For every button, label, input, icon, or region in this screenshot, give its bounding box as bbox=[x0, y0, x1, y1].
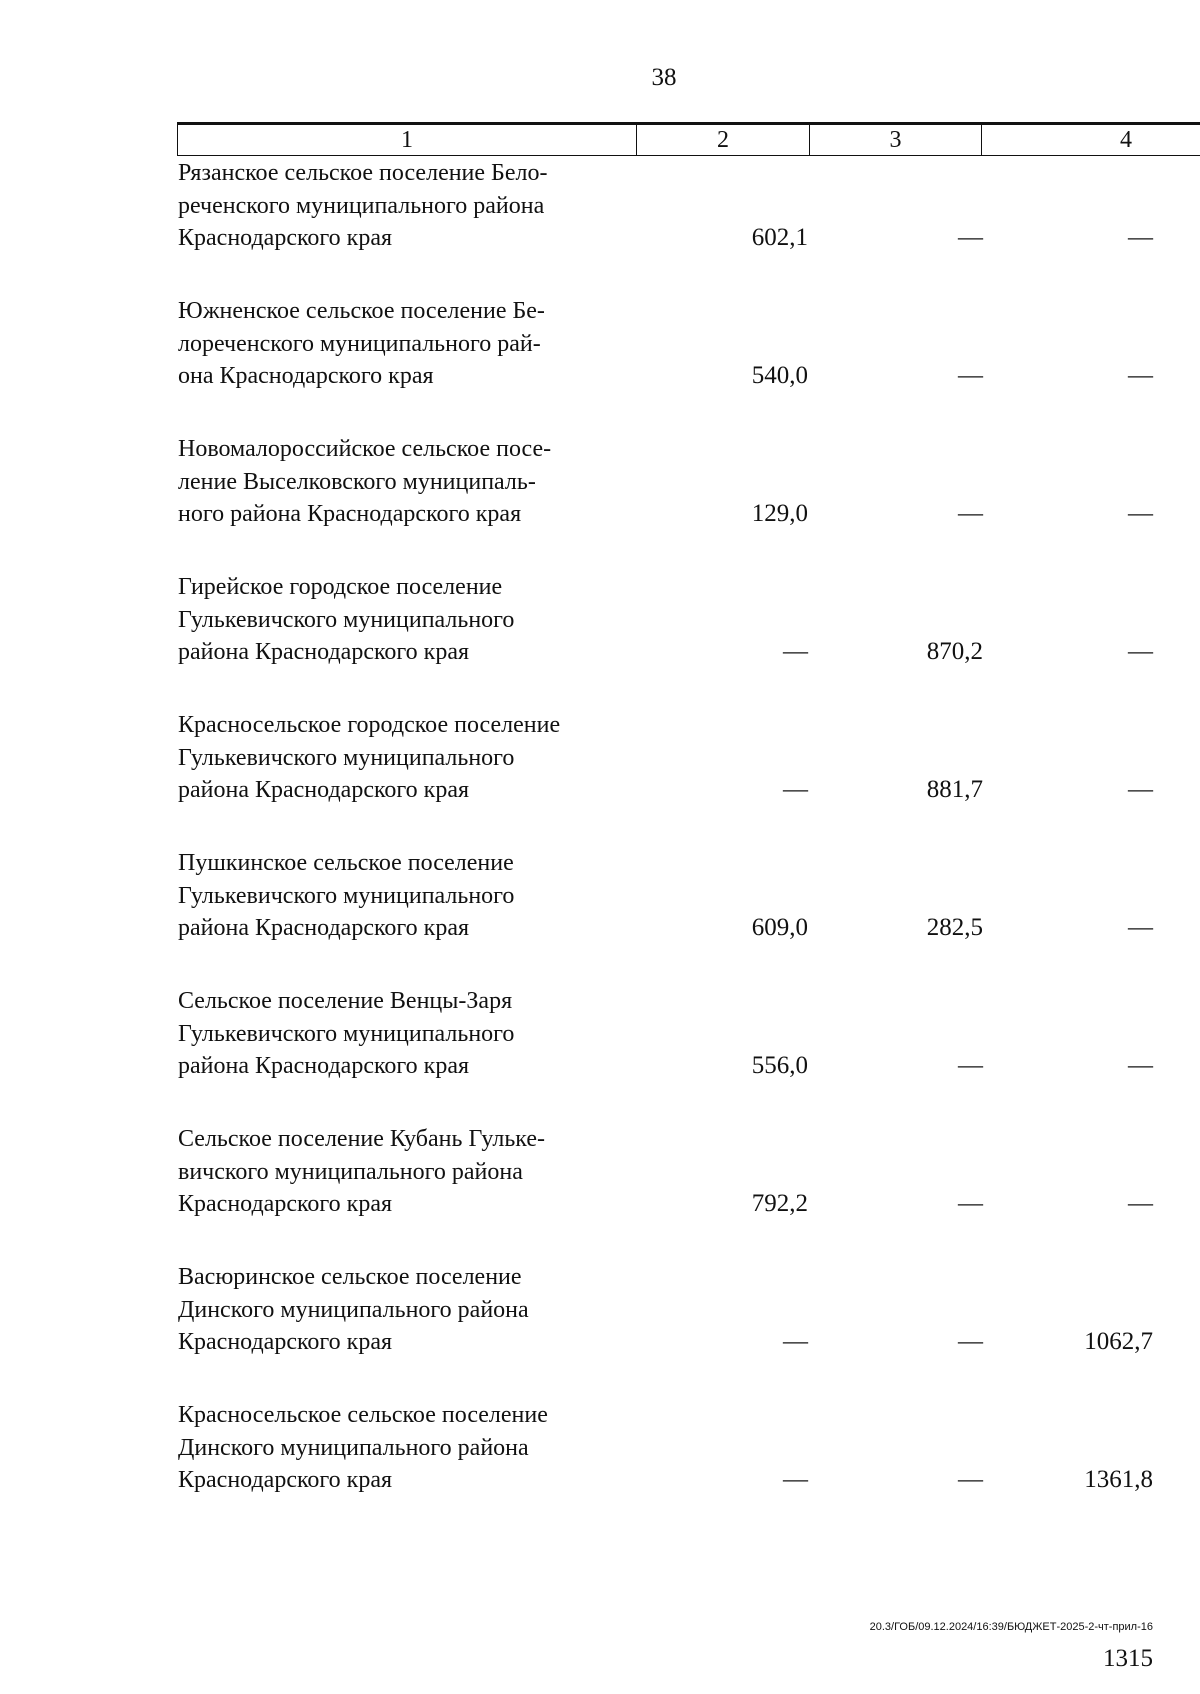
settlement-name-line: Динского муниципального района bbox=[178, 1296, 529, 1323]
settlement-name bbox=[178, 1399, 648, 1497]
settlement-name bbox=[178, 433, 648, 531]
settlement-name bbox=[178, 295, 648, 393]
table-row bbox=[0, 433, 1200, 571]
table-row bbox=[0, 847, 1200, 985]
settlement-name-line: Краснодарского края bbox=[178, 1329, 393, 1355]
settlement-name bbox=[178, 571, 648, 669]
settlement-name-line: лореченского муниципального рай- bbox=[178, 330, 541, 357]
settlement-name-line: Гулькевичского муниципального bbox=[178, 1020, 515, 1047]
table-header bbox=[177, 122, 1200, 156]
settlement-name-line: района Краснодарского края bbox=[178, 915, 470, 941]
settlement-name-line: Пушкинское сельское поселение bbox=[178, 850, 514, 876]
settlement-name-line: района Краснодарского края bbox=[178, 639, 470, 665]
table-row bbox=[0, 709, 1200, 847]
settlement-name bbox=[178, 1123, 648, 1221]
settlement-name-line: Красносельское сельское поселение bbox=[178, 1402, 548, 1428]
settlement-name-line: вичского муниципального района bbox=[178, 1158, 523, 1185]
settlement-name-line: ление Выселковского муниципаль- bbox=[178, 468, 536, 495]
value-col-4: — bbox=[1128, 914, 1153, 941]
settlement-name-line: Краснодарского края bbox=[178, 225, 393, 251]
value-col-2: 609,0 bbox=[751, 914, 808, 941]
page-number: 38 bbox=[651, 64, 677, 91]
table-row bbox=[0, 571, 1200, 709]
settlement-name-line: района Краснодарского края bbox=[178, 777, 470, 803]
settlement-name-line: Васюринское сельское поселение bbox=[178, 1264, 522, 1290]
settlement-name-line: Рязанское сельское поселение Бело- bbox=[178, 160, 548, 186]
settlement-name-line: Новомалороссийское сельское посе- bbox=[178, 436, 552, 462]
table-row bbox=[0, 1399, 1200, 1537]
value-col-2: — bbox=[783, 1466, 808, 1493]
settlement-name-line: Гулькевичского муниципального bbox=[178, 606, 515, 633]
value-col-3: — bbox=[958, 1190, 983, 1217]
value-col-3: — bbox=[958, 1328, 983, 1355]
document-registration-code: 20.3/ГОБ/09.12.2024/16:39/БЮДЖЕТ-2025-2-чт-прил-16 bbox=[869, 1621, 1153, 1633]
value-col-2: 792,2 bbox=[751, 1190, 808, 1217]
value-col-4: — bbox=[1128, 362, 1153, 389]
value-col-2: — bbox=[783, 776, 808, 803]
settlement-name-line: района Краснодарского края bbox=[178, 1053, 470, 1079]
value-col-3: — bbox=[958, 224, 983, 251]
settlement-name-line: Южненское сельское поселение Бе- bbox=[178, 298, 545, 324]
sheet-number: 1315 bbox=[1103, 1645, 1153, 1672]
value-col-3: — bbox=[958, 1466, 983, 1493]
value-col-4: — bbox=[1128, 776, 1153, 803]
value-col-4: — bbox=[1128, 500, 1153, 527]
value-col-4: — bbox=[1128, 1190, 1153, 1217]
settlement-name-line: ного района Краснодарского края bbox=[178, 501, 522, 527]
header-cell-1: 1 bbox=[178, 125, 637, 155]
settlement-name-line: Краснодарского края bbox=[178, 1467, 393, 1493]
header-cell-2: 2 bbox=[637, 125, 810, 155]
settlement-name bbox=[178, 1261, 648, 1359]
header-cell-3: 3 bbox=[810, 125, 982, 155]
table-body bbox=[0, 157, 1200, 1537]
value-col-3: — bbox=[958, 1052, 983, 1079]
settlement-name-line: Сельское поселение Кубань Гульке- bbox=[178, 1126, 545, 1152]
settlement-name bbox=[178, 709, 648, 807]
table-row bbox=[0, 295, 1200, 433]
value-col-2: 540,0 bbox=[751, 362, 808, 389]
table-row bbox=[0, 157, 1200, 295]
value-col-2: 602,1 bbox=[751, 224, 808, 251]
settlement-name-line: Красносельское городское поселение bbox=[178, 712, 561, 738]
settlement-name-line: Краснодарского края bbox=[178, 1191, 393, 1217]
table-row bbox=[0, 1123, 1200, 1261]
value-col-2: 129,0 bbox=[751, 500, 808, 527]
value-col-4: — bbox=[1128, 1052, 1153, 1079]
settlement-name-line: Гулькевичского муниципального bbox=[178, 882, 515, 909]
settlement-name-line: Гирейское городское поселение bbox=[178, 574, 503, 600]
table-row bbox=[0, 1261, 1200, 1399]
value-col-4: 1062,7 bbox=[1084, 1328, 1153, 1355]
settlement-name bbox=[178, 847, 648, 945]
settlement-name-line: Гулькевичского муниципального bbox=[178, 744, 515, 771]
value-col-4: — bbox=[1128, 638, 1153, 665]
settlement-name-line: реченского муниципального района bbox=[178, 192, 545, 219]
value-col-4: 1361,8 bbox=[1084, 1466, 1153, 1493]
value-col-3: — bbox=[958, 362, 983, 389]
settlement-name-line: Динского муниципального района bbox=[178, 1434, 529, 1461]
settlement-name bbox=[178, 157, 648, 255]
value-col-4: — bbox=[1128, 224, 1153, 251]
settlement-name bbox=[178, 985, 648, 1083]
value-col-3: — bbox=[958, 500, 983, 527]
value-col-3: 881,7 bbox=[926, 776, 983, 803]
settlement-name-line: Сельское поселение Венцы-Заря bbox=[178, 988, 513, 1014]
settlement-name-line: она Краснодарского края bbox=[178, 363, 434, 389]
header-cell-4: 4 bbox=[1120, 126, 1132, 153]
value-col-3: 870,2 bbox=[926, 638, 983, 665]
value-col-2: 556,0 bbox=[751, 1052, 808, 1079]
table-row bbox=[0, 985, 1200, 1123]
value-col-2: — bbox=[783, 1328, 808, 1355]
value-col-2: — bbox=[783, 638, 808, 665]
value-col-3: 282,5 bbox=[926, 914, 983, 941]
